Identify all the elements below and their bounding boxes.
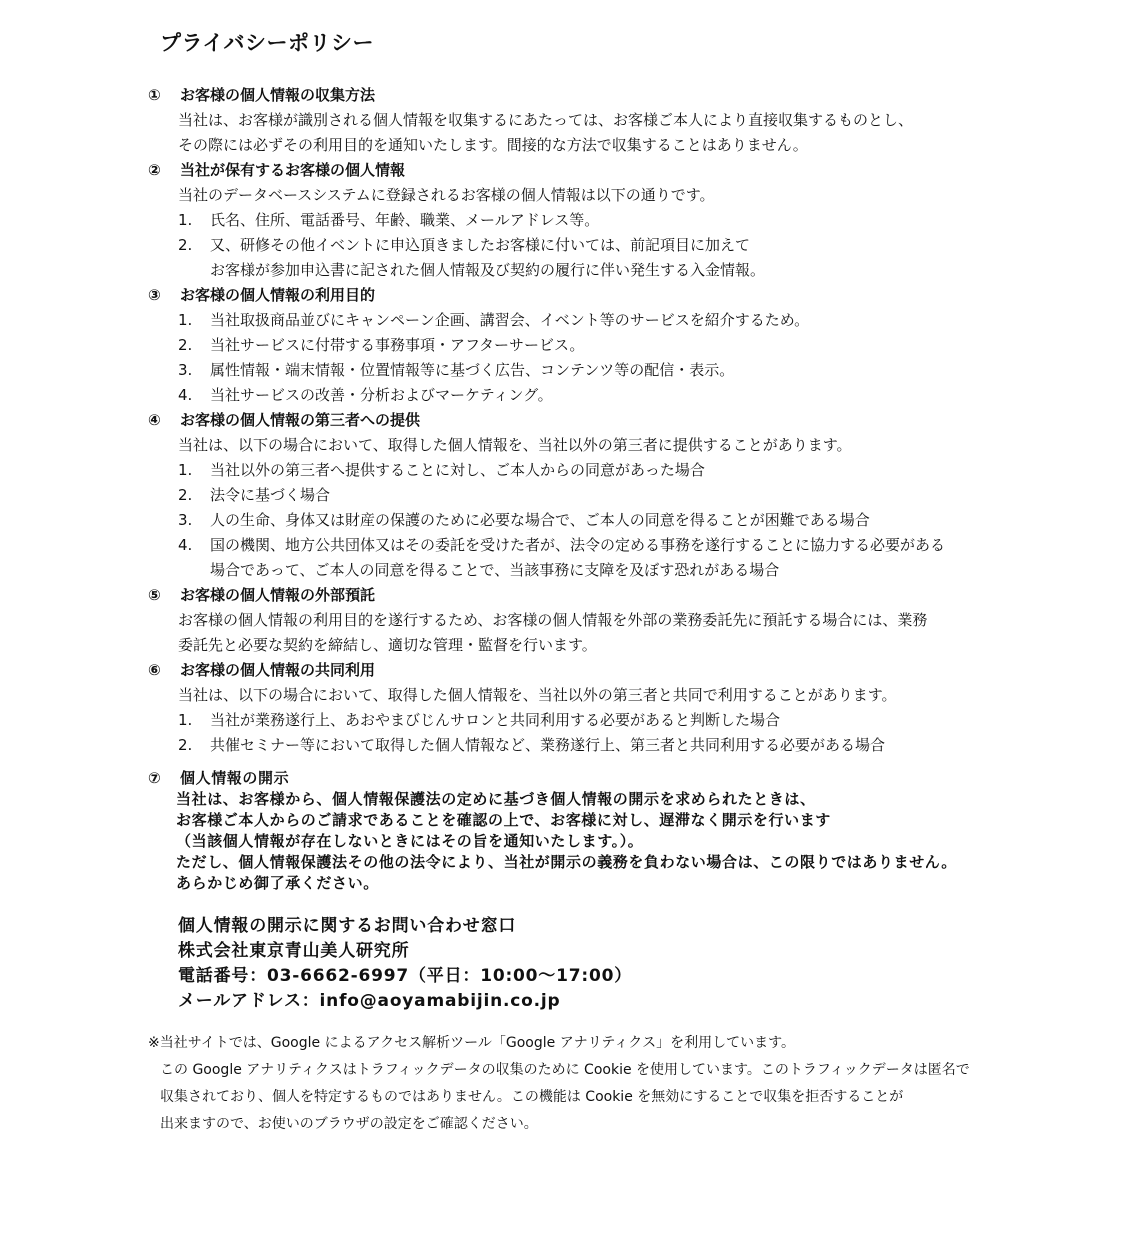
list-item xyxy=(148,558,1108,583)
list-text: 氏名、住所、電話番号、年齢、職業、メールアドレス等。 xyxy=(210,211,600,229)
list-item xyxy=(148,458,1108,483)
list-item xyxy=(148,333,1108,358)
list-item xyxy=(148,708,1108,733)
list-text: 又、研修その他イベントに申込頂きましたお客様に付いては、前記項目に加えて xyxy=(210,236,751,254)
list-number: 1. xyxy=(178,311,193,329)
list-text: 法令に基づく場合 xyxy=(210,486,331,504)
note-line: 収集されており、個人を特定するものではありません。この機能は Cookie を無効にすることで収集を拒否することが xyxy=(160,1089,904,1105)
section-marker: ⑦ xyxy=(148,769,162,787)
section-marker: ⑥ xyxy=(148,661,161,679)
contact-heading: 個人情報の開示に関するお問い合わせ窓口 xyxy=(178,916,517,936)
list-text: 当社が業務遂行上、あおやまびじんサロンと共同利用する必要があると判断した場合 xyxy=(210,711,781,729)
section-title: お客様の個人情報の外部預託 xyxy=(180,586,376,604)
section-heading xyxy=(148,583,1108,608)
section-title: お客様の個人情報の収集方法 xyxy=(180,86,376,104)
note-line: ※当社サイトでは、Google によるアクセス解析ツール「Google アナリティクス」を利用しています。 xyxy=(148,1035,796,1051)
paragraph-line: あらかじめ御了承ください。 xyxy=(176,874,379,892)
email-address[interactable]: メールアドレス：info@aoyamabijin.co.jp xyxy=(178,991,561,1011)
section-title: 当社が保有するお客様の個人情報 xyxy=(180,161,406,179)
list-item xyxy=(148,533,1108,558)
list-text: お客様が参加申込書に記された個人情報及び契約の履行に伴い発生する入金情報。 xyxy=(210,261,766,279)
list-item xyxy=(148,308,1108,333)
list-item xyxy=(148,733,1108,758)
policy-document xyxy=(148,83,1108,1138)
list-text: 場合であって、ご本人の同意を得ることで、当該事務に支障を及ぼす恐れがある場合 xyxy=(210,561,780,579)
paragraph-line: ただし、個人情報保護法その他の法令により、当社が開示の義務を負わない場合は、この限りではありません。 xyxy=(176,853,957,871)
paragraph-line: 当社のデータベースシステムに登録されるお客様の個人情報は以下の通りです。 xyxy=(178,186,715,204)
section-title: 個人情報の開示 xyxy=(180,769,290,787)
list-number: 3. xyxy=(178,511,193,529)
phone-number: 電話番号：03-6662-6997（平日：10:00～17:00） xyxy=(178,966,633,986)
list-number: 1. xyxy=(178,711,193,729)
list-number: 2. xyxy=(178,486,193,504)
section-heading xyxy=(148,658,1108,683)
paragraph-line: その際には必ずその利用目的を通知いたします。間接的な方法で収集することはありません。 xyxy=(178,136,808,154)
contact-block xyxy=(148,914,1108,1014)
list-number: 1. xyxy=(178,211,193,229)
list-text: 当社サービスの改善・分析およびマーケティング。 xyxy=(210,386,553,404)
list-text: 当社サービスに付帯する事務事項・アフターサービス。 xyxy=(210,336,585,354)
page-title: プライバシーポリシー xyxy=(160,31,374,55)
section-title: お客様の個人情報の第三者への提供 xyxy=(180,411,421,429)
list-item xyxy=(148,358,1108,383)
analytics-note xyxy=(148,1030,1108,1138)
list-item xyxy=(148,483,1108,508)
list-item xyxy=(148,258,1108,283)
list-text: 国の機関、地方公共団体又はその委託を受けた者が、法令の定める事務を遂行することに協力する必要がある xyxy=(210,536,946,554)
paragraph-line: お客様ご本人からのご請求であることを確認の上で、お客様に対し、遅滞なく開示を行います xyxy=(176,811,831,829)
paragraph-line: 当社は、以下の場合において、取得した個人情報を、当社以外の第三者に提供することがあります。 xyxy=(178,436,852,454)
list-item xyxy=(148,508,1108,533)
list-item xyxy=(148,383,1108,408)
list-number: 2. xyxy=(178,336,193,354)
paragraph-line: お客様の個人情報の利用目的を遂行するため、お客様の個人情報を外部の業務委託先に預託する場合には、業務 xyxy=(178,611,928,629)
section-heading xyxy=(148,83,1108,108)
list-text: 共催セミナー等において取得した個人情報など、業務遂行上、第三者と共同利用する必要がある場合 xyxy=(210,736,886,754)
section-marker: ④ xyxy=(148,411,161,429)
list-item xyxy=(148,233,1108,258)
list-number: 3. xyxy=(178,361,193,379)
section-marker: ⑤ xyxy=(148,586,161,604)
list-text: 当社以外の第三者へ提供することに対し、ご本人からの同意があった場合 xyxy=(210,461,705,479)
section-heading xyxy=(148,158,1108,183)
section-marker: ① xyxy=(148,86,161,104)
list-text: 属性情報・端末情報・位置情報等に基づく広告、コンテンツ等の配信・表示。 xyxy=(210,361,735,379)
note-line: 出来ますので、お使いのブラウザの設定をご確認ください。 xyxy=(160,1116,538,1132)
paragraph-line: （当該個人情報が存在しないときにはその旨を通知いたします。）。 xyxy=(176,832,644,850)
list-number: 2. xyxy=(178,736,193,754)
section-marker: ③ xyxy=(148,286,161,304)
list-number: 4. xyxy=(178,536,193,554)
list-number: 1. xyxy=(178,461,193,479)
section-heading xyxy=(148,408,1108,433)
section-heading xyxy=(148,768,1108,789)
note-line: この Google アナリティクスはトラフィックデータの収集のために Cookie を使用しています。このトラフィックデータは匿名で xyxy=(160,1062,970,1078)
paragraph-line: 委託先と必要な契約を締結し、適切な管理・監督を行います。 xyxy=(178,636,597,654)
section-title: お客様の個人情報の共同利用 xyxy=(180,661,376,679)
list-text: 人の生命、身体又は財産の保護のために必要な場合で、ご本人の同意を得ることが困難である場合 xyxy=(210,511,870,529)
list-text: 当社取扱商品並びにキャンペーン企画、講習会、イベント等のサービスを紹介するため。 xyxy=(210,311,810,329)
section-heading xyxy=(148,283,1108,308)
disclosure-section xyxy=(148,768,1108,894)
paragraph-line: 当社は、お客様が識別される個人情報を収集するにあたっては、お客様ご本人により直接収集するものとし、 xyxy=(178,111,914,129)
list-number: 4. xyxy=(178,386,193,404)
paragraph-line: 当社は、以下の場合において、取得した個人情報を、当社以外の第三者と共同で利用することがあります。 xyxy=(178,686,897,704)
list-item xyxy=(148,208,1108,233)
section-title: お客様の個人情報の利用目的 xyxy=(180,286,376,304)
paragraph-line: 当社は、お客様から、個人情報保護法の定めに基づき個人情報の開示を求められたときは、 xyxy=(176,790,816,808)
company-name: 株式会社東京青山美人研究所 xyxy=(178,941,410,961)
list-number: 2. xyxy=(178,236,193,254)
section-marker: ② xyxy=(148,161,161,179)
